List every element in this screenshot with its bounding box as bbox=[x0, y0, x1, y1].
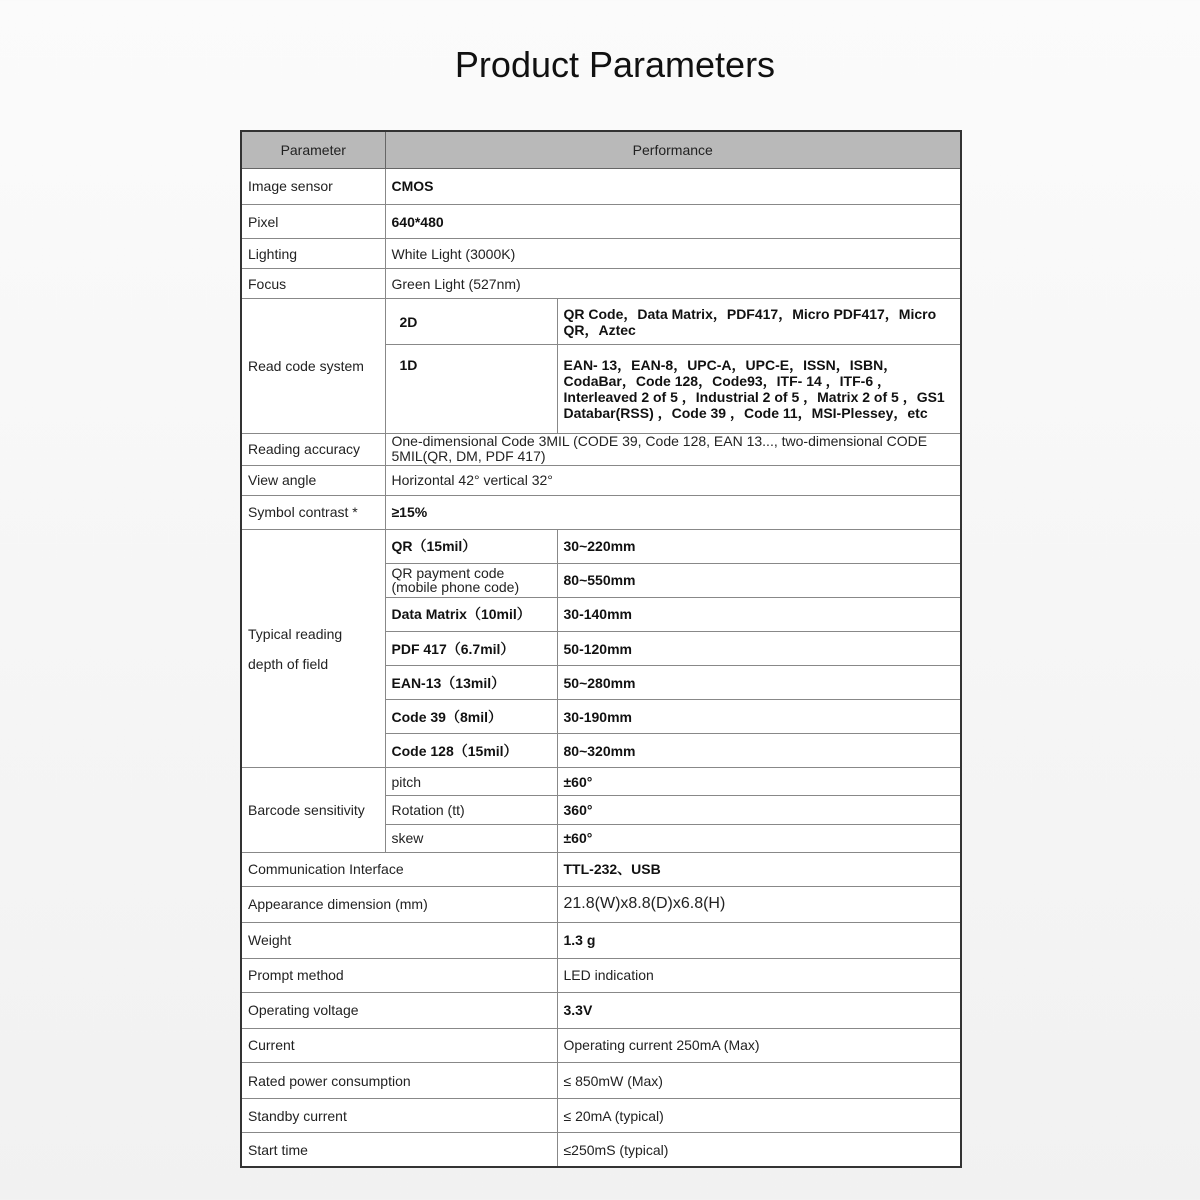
page-title: Product Parameters bbox=[454, 44, 776, 85]
row-label: Pixel bbox=[241, 205, 385, 239]
row-value: ≥15% bbox=[385, 495, 961, 529]
row-label: Focus bbox=[241, 269, 385, 299]
row-label: Symbol contrast * bbox=[241, 495, 385, 529]
sensitivity-value: ±60° bbox=[557, 824, 961, 852]
sensitivity-value: ±60° bbox=[557, 768, 961, 796]
row-value: One-dimensional Code 3MIL (CODE 39, Code 128, EAN 13..., two-dimensional CODE 5MIL(QR, DM, PDF 417) bbox=[385, 433, 961, 465]
row-label: Communication Interface bbox=[241, 852, 557, 886]
row-value: 1.3 g bbox=[557, 922, 961, 958]
table-row bbox=[241, 269, 961, 299]
row-value: 3.3V bbox=[557, 992, 961, 1028]
row-label: Start time bbox=[241, 1133, 557, 1167]
row-value: Green Light (527nm) bbox=[385, 269, 961, 299]
table-row bbox=[241, 886, 961, 922]
header-performance: Performance bbox=[385, 131, 961, 169]
row-label: Standby current bbox=[241, 1099, 557, 1133]
row-label: Barcode sensitivity bbox=[241, 768, 385, 852]
row-label: Operating voltage bbox=[241, 992, 557, 1028]
depth-code: QR（15mil） bbox=[385, 529, 557, 563]
table-row bbox=[241, 205, 961, 239]
table-row bbox=[241, 852, 961, 886]
table-row bbox=[241, 495, 961, 529]
row-value: CMOS bbox=[385, 169, 961, 205]
depth-code: EAN-13（13mil） bbox=[385, 666, 557, 700]
row-label: Prompt method bbox=[241, 958, 557, 992]
row-label: Current bbox=[241, 1028, 557, 1062]
row-label: Image sensor bbox=[241, 169, 385, 205]
row-value: Horizontal 42° vertical 32° bbox=[385, 465, 961, 495]
row-value: 640*480 bbox=[385, 205, 961, 239]
row-label: Weight bbox=[241, 922, 557, 958]
spec-table bbox=[240, 130, 962, 1168]
read-code-2d-label: 2D bbox=[385, 299, 557, 345]
read-code-2d-value: QR Code，Data Matrix，PDF417，Micro PDF417，Micro QR，Aztec bbox=[557, 299, 961, 345]
depth-code: QR payment code (mobile phone code) bbox=[385, 563, 557, 597]
read-code-1d-label: 1D bbox=[385, 345, 557, 433]
sensitivity-name: skew bbox=[385, 824, 557, 852]
depth-range: 30~220mm bbox=[557, 529, 961, 563]
table-row bbox=[241, 958, 961, 992]
row-value: ≤ 850mW (Max) bbox=[557, 1063, 961, 1099]
row-value: TTL-232、USB bbox=[557, 852, 961, 886]
sensitivity-value: 360° bbox=[557, 796, 961, 824]
depth-code: Code 128（15mil） bbox=[385, 734, 557, 768]
sensitivity-name: pitch bbox=[385, 768, 557, 796]
row-value: ≤250mS (typical) bbox=[557, 1133, 961, 1167]
table-row bbox=[241, 239, 961, 269]
table-row bbox=[241, 1133, 961, 1167]
row-label: Lighting bbox=[241, 239, 385, 269]
table-row bbox=[241, 1063, 961, 1099]
depth-label bbox=[241, 529, 385, 768]
table-row bbox=[241, 299, 961, 345]
sensitivity-name: Rotation (tt) bbox=[385, 796, 557, 824]
row-value: 21.8(W)x8.8(D)x6.8(H) bbox=[557, 886, 961, 922]
depth-range: 50-120mm bbox=[557, 632, 961, 666]
table-row bbox=[241, 1028, 961, 1062]
depth-code: Code 39（8mil） bbox=[385, 700, 557, 734]
table-row bbox=[241, 529, 961, 563]
depth-range: 50~280mm bbox=[557, 666, 961, 700]
row-label: Reading accuracy bbox=[241, 433, 385, 465]
table-header-row bbox=[241, 131, 961, 169]
read-code-1d-value: EAN- 13，EAN-8，UPC-A，UPC-E，ISSN，ISBN，CodaBar，Code 128，Code93，ITF- 14 ，ITF-6 ，Interleaved 2 of 5 ，Industrial 2 of 5 ，Matrix 2 of 5 ，GS1 Databar(RSS) ，Code 39 ，Code 11，MSI-Plessey，etc bbox=[557, 345, 961, 433]
row-value: LED indication bbox=[557, 958, 961, 992]
table-row bbox=[241, 169, 961, 205]
depth-code: PDF 417（6.7mil） bbox=[385, 632, 557, 666]
row-label: Rated power consumption bbox=[241, 1063, 557, 1099]
table-row bbox=[241, 433, 961, 465]
header-parameter: Parameter bbox=[241, 131, 385, 169]
table-row bbox=[241, 922, 961, 958]
depth-range: 80~320mm bbox=[557, 734, 961, 768]
row-value: ≤ 20mA (typical) bbox=[557, 1099, 961, 1133]
row-value: Operating current 250mA (Max) bbox=[557, 1028, 961, 1062]
depth-label-line2: depth of field bbox=[248, 655, 329, 672]
depth-label-line1: Typical reading bbox=[248, 625, 343, 642]
row-label: View angle bbox=[241, 465, 385, 495]
table-row bbox=[241, 1099, 961, 1133]
row-label: Appearance dimension (mm) bbox=[241, 886, 557, 922]
table-row bbox=[241, 992, 961, 1028]
depth-range: 80~550mm bbox=[557, 563, 961, 597]
depth-range: 30-140mm bbox=[557, 597, 961, 631]
row-value: White Light (3000K) bbox=[385, 239, 961, 269]
table-row bbox=[241, 768, 961, 796]
depth-code: Data Matrix（10mil） bbox=[385, 597, 557, 631]
row-label: Read code system bbox=[241, 299, 385, 433]
depth-range: 30-190mm bbox=[557, 700, 961, 734]
table-row bbox=[241, 465, 961, 495]
